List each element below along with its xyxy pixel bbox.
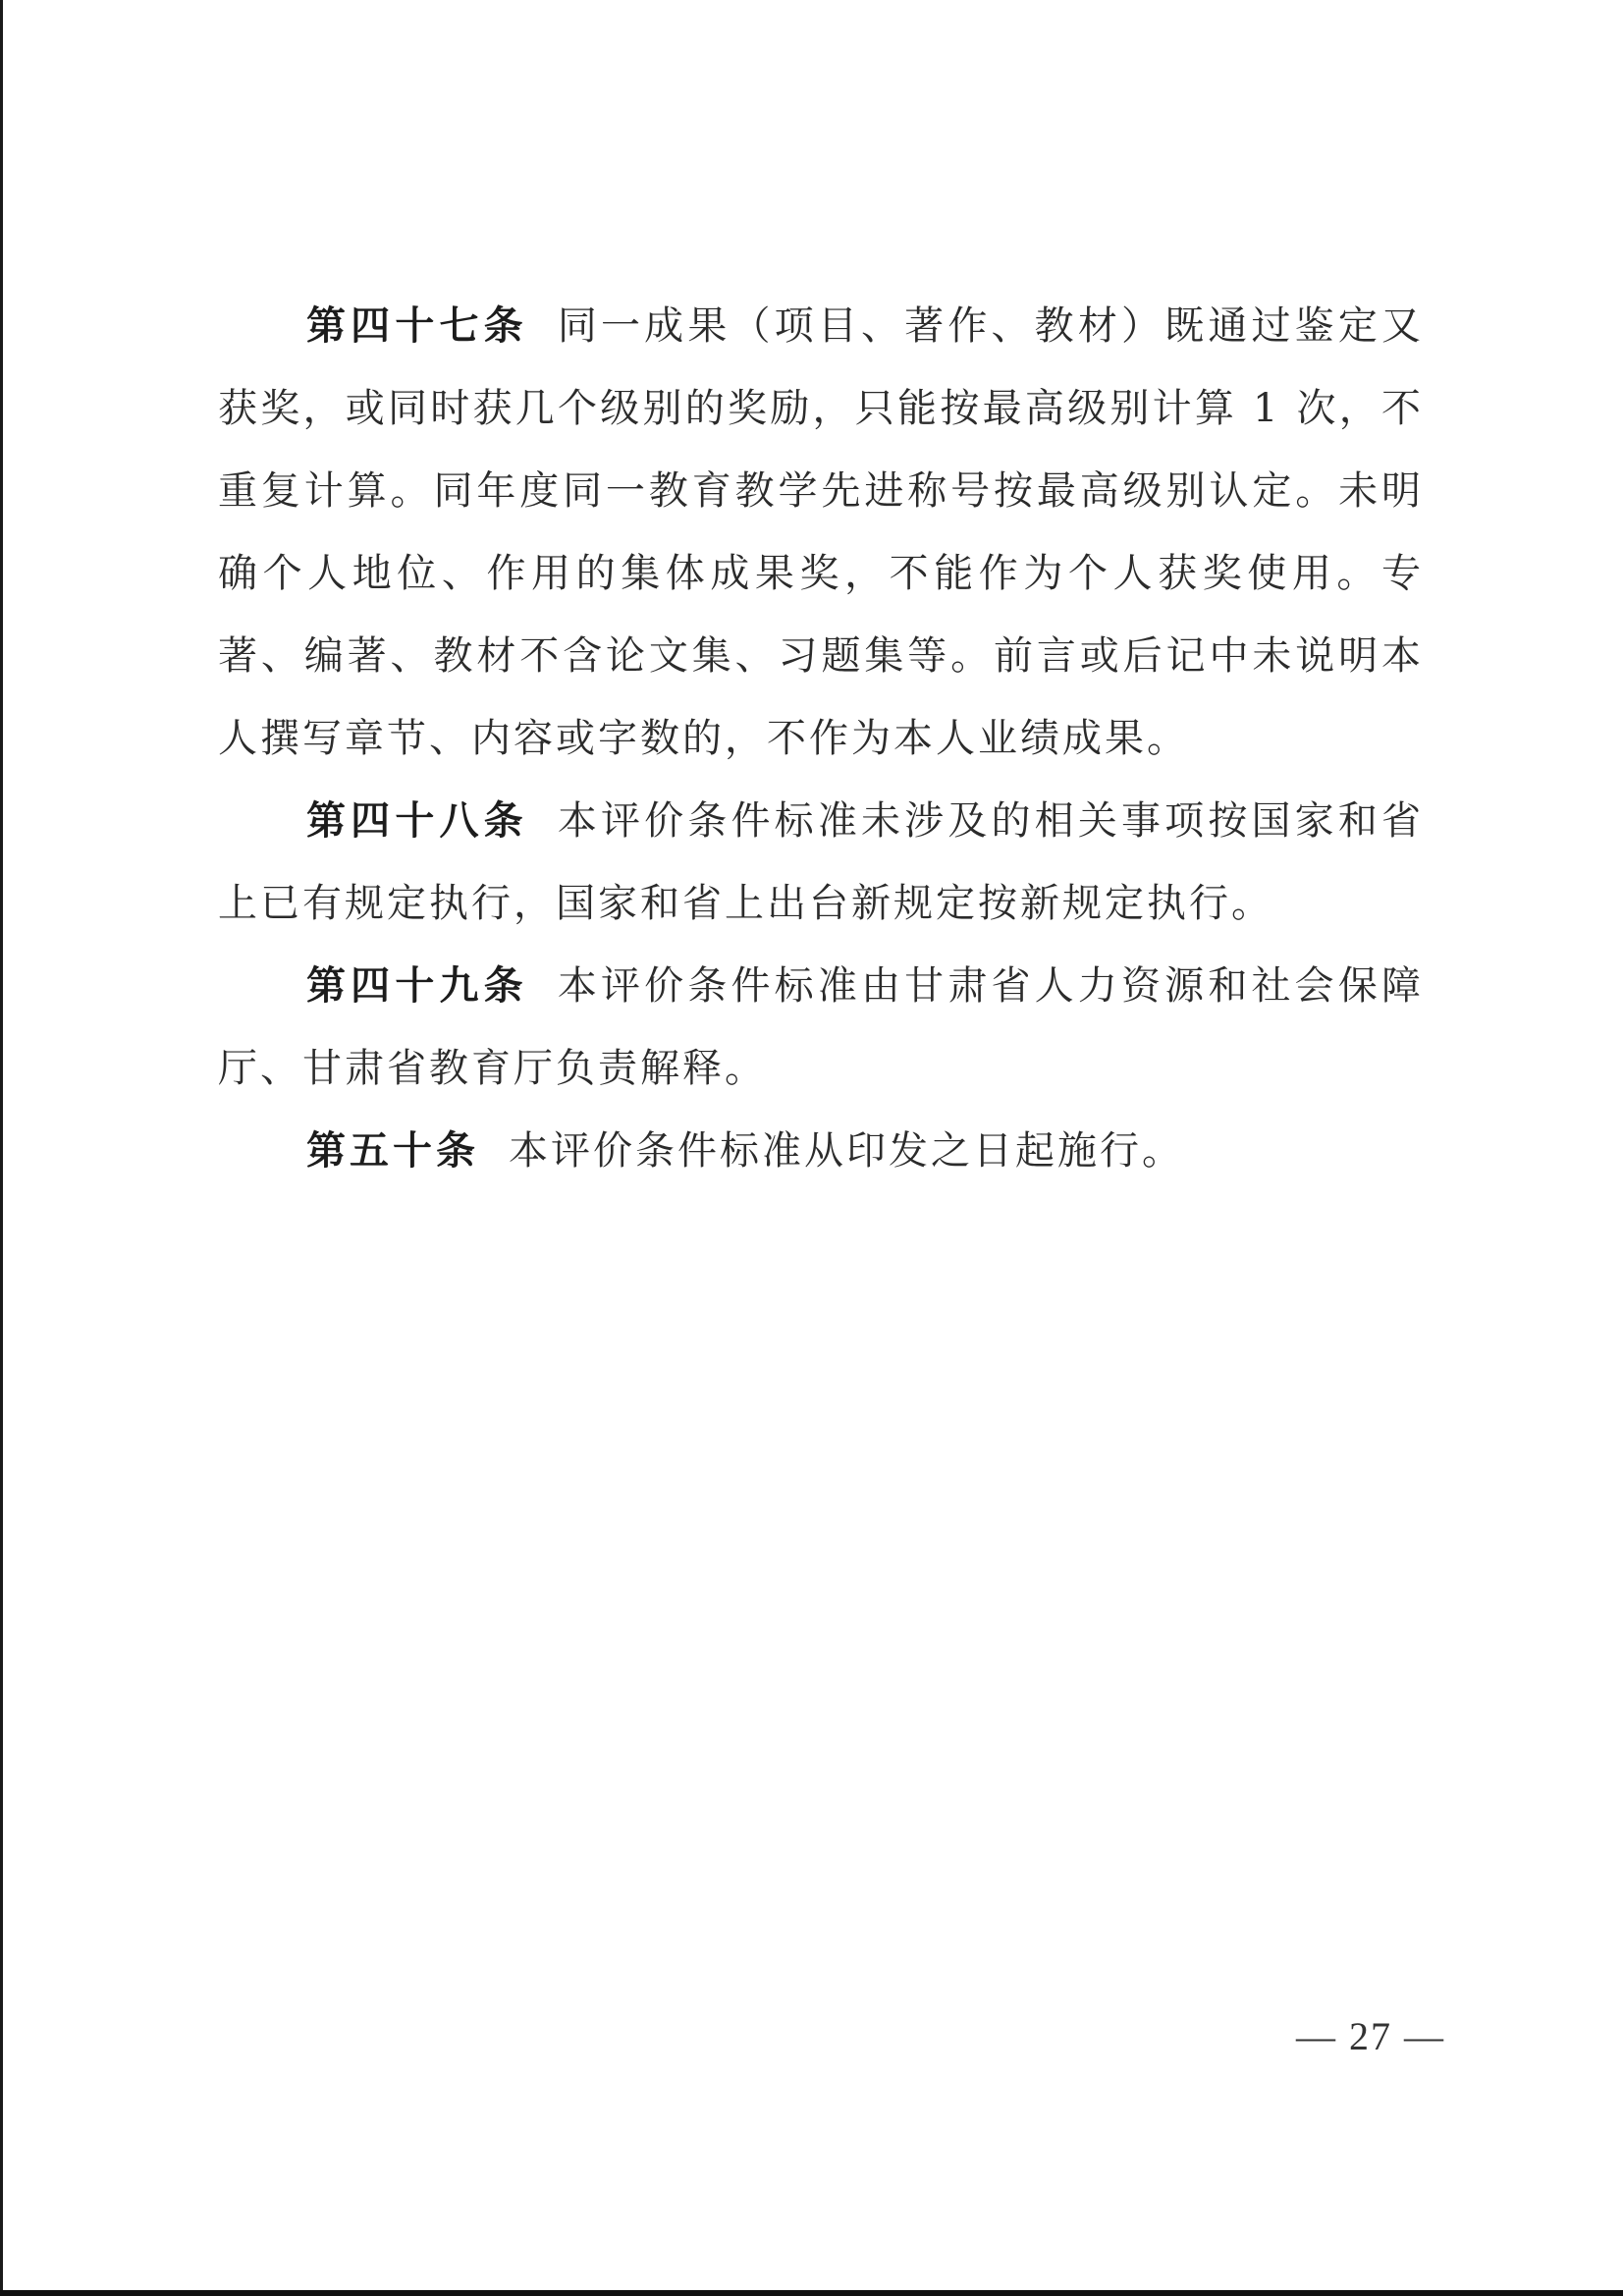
scan-edge-left bbox=[0, 0, 3, 2296]
article-50 bbox=[218, 1110, 1424, 1192]
article-47 bbox=[218, 285, 1424, 780]
article-49 bbox=[218, 945, 1424, 1110]
article-heading: 第四十七条 bbox=[306, 302, 528, 349]
article-text: 本评价条件标准由甘肃省人力资源和社会保障厅、甘肃省教育厅负责解释。 bbox=[218, 963, 1425, 1091]
article-48 bbox=[218, 780, 1424, 945]
page-number: — 27 — bbox=[1296, 2014, 1445, 2058]
article-text: 本评价条件标准未涉及的相关事项按国家和省上已有规定执行，国家和省上出台新规定按新规定执行。 bbox=[218, 798, 1425, 926]
document-body bbox=[218, 285, 1424, 1192]
article-heading: 第五十条 bbox=[306, 1127, 479, 1174]
article-text: 本评价条件标准从印发之日起施行。 bbox=[509, 1128, 1184, 1174]
article-heading: 第四十八条 bbox=[306, 797, 528, 844]
article-heading: 第四十九条 bbox=[306, 962, 528, 1009]
article-text: 同一成果（项目、著作、教材）既通过鉴定又获奖，或同时获几个级别的奖励，只能按最高级别计算 1 次，不重复计算。同年度同一教育教学先进称号按最高级别认定。未明确个人地位、作用的集体成果奖，不能作为个人获奖使用。专著、编著、教材不含论文集、习题集等。前言或后记中未说明本人撰写章节、内容或字数的，不作为本人业绩成果。 bbox=[218, 303, 1425, 761]
scan-edge-bottom bbox=[0, 2290, 1623, 2296]
